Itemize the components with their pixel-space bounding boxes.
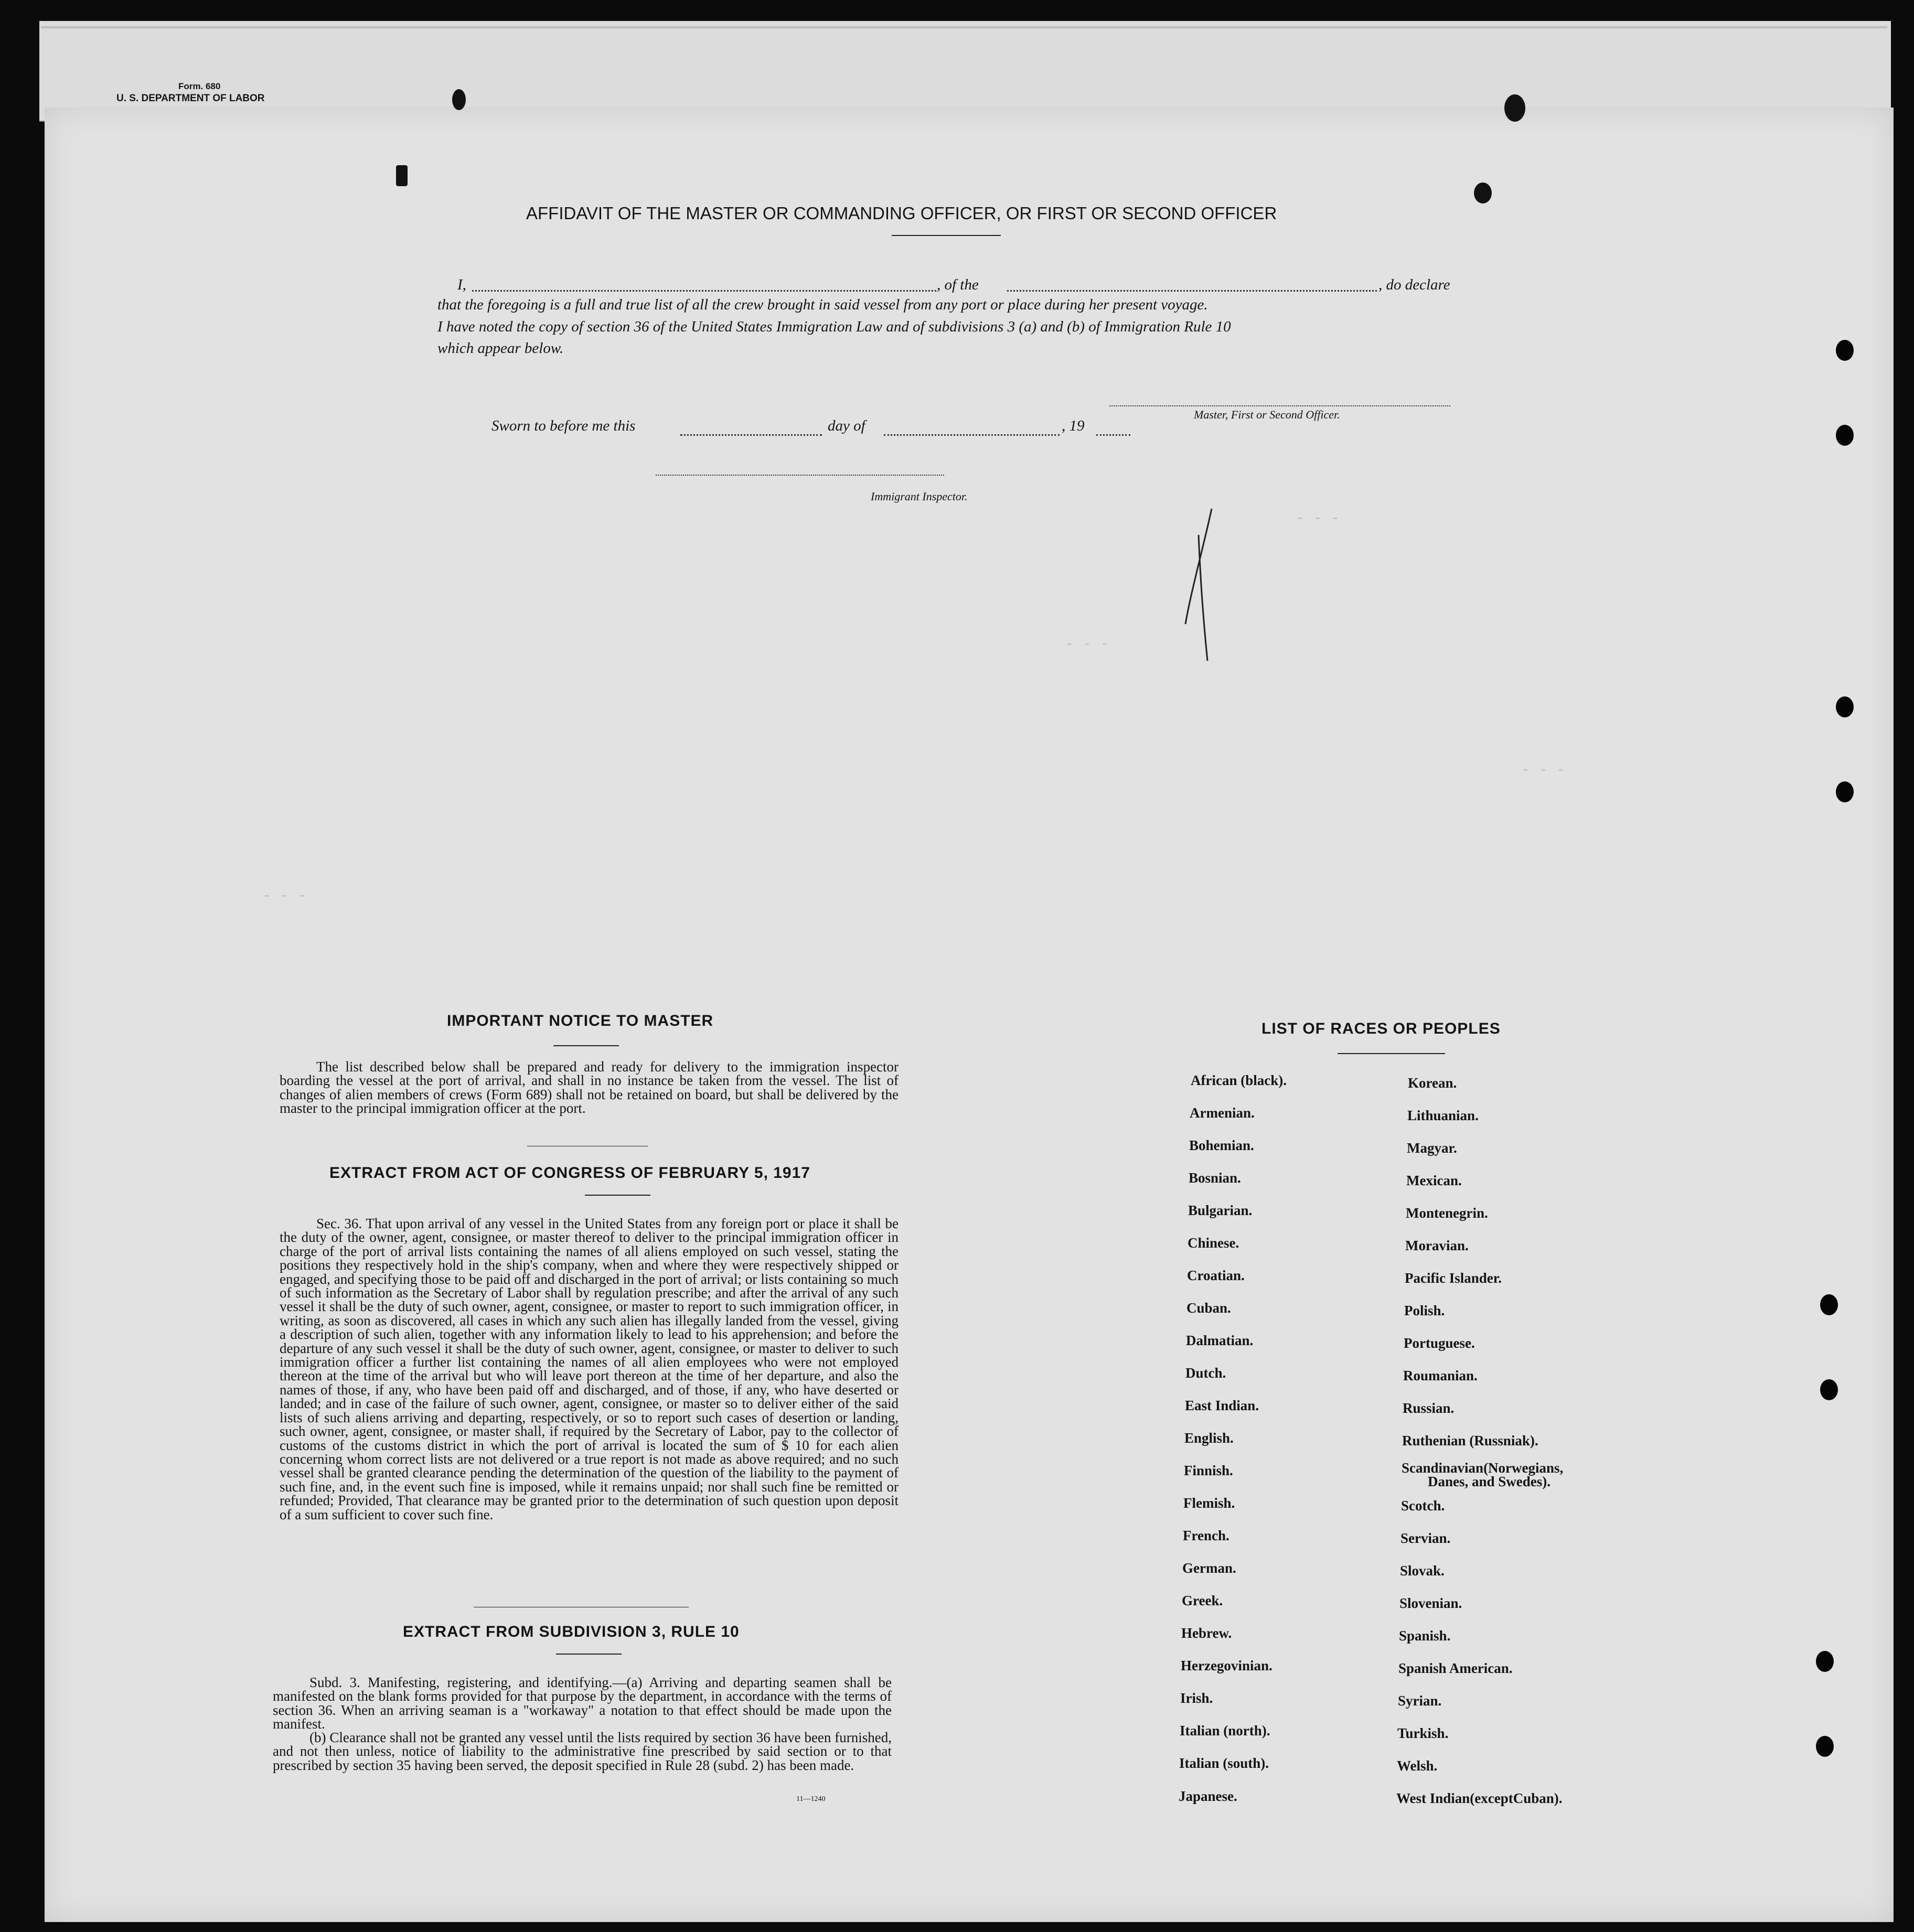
affidavit-declaration: that the foregoing is a full and true list of all the crew brought in said vessel from any port or place during her present voyage. xyxy=(437,296,1208,313)
day-of-label: day of xyxy=(828,417,865,434)
race-right-21: Syrian. xyxy=(1398,1693,1442,1709)
punch-hole xyxy=(1836,340,1854,361)
rule-extract-para-a: Subd. 3. Manifesting, registering, and identifying.—(a) Arriving and departing seamen shall be manifested on the blank forms provided for that purpose by the department, in accordance with the terms of section 36. When an arriving seaman is a "workaway" a notation to that effect should be made upon the manifest. xyxy=(273,1675,892,1732)
race-left-8: Cuban. xyxy=(1186,1300,1231,1316)
race-left-11: East Indian. xyxy=(1185,1398,1259,1413)
affidavit-title-rule xyxy=(892,235,1001,236)
print-code: 11—1240 xyxy=(796,1795,826,1803)
race-right-14: Danes, and Swedes). xyxy=(1428,1474,1551,1489)
race-left-16: German. xyxy=(1182,1560,1236,1576)
race-left-5: Bulgarian. xyxy=(1188,1203,1253,1218)
punch-hole xyxy=(1820,1294,1838,1315)
form-number: Form. 680 xyxy=(178,81,221,91)
race-left-12: English. xyxy=(1184,1430,1234,1446)
race-left-6: Chinese. xyxy=(1188,1235,1239,1251)
punch-hole xyxy=(1836,425,1854,446)
race-left-14: Flemish. xyxy=(1183,1495,1235,1511)
race-right-18: Slovenian. xyxy=(1399,1595,1462,1611)
affidavit-title: AFFIDAVIT OF THE MASTER OR COMMANDING OFFICER, OR FIRST OR SECOND OFFICER xyxy=(526,203,1277,223)
punch-hole xyxy=(1836,781,1854,802)
rule-extract-title: EXTRACT FROM SUBDIVISION 3, RULE 10 xyxy=(403,1623,740,1640)
race-right-22: Turkish. xyxy=(1397,1725,1449,1741)
sworn-month-field[interactable] xyxy=(884,434,1060,436)
affidavit-of-the: , of the xyxy=(937,276,979,293)
punch-hole xyxy=(1836,696,1854,717)
punch-hole xyxy=(1820,1379,1838,1400)
race-right-7: Pacific Islander. xyxy=(1405,1270,1502,1286)
sworn-label: Sworn to before me this xyxy=(491,417,636,434)
inspector-caption: Immigrant Inspector. xyxy=(871,490,968,503)
race-right-2: Lithuanian. xyxy=(1407,1108,1479,1123)
race-right-4: Mexican. xyxy=(1406,1173,1462,1188)
scan-smudge xyxy=(1474,183,1492,203)
race-left-9: Dalmatian. xyxy=(1186,1333,1254,1348)
back-sheet-edge xyxy=(41,26,1887,28)
bleed-through-mark: - - - xyxy=(1065,635,1109,652)
vessel-name-field[interactable] xyxy=(1007,290,1377,292)
handwritten-mark xyxy=(1175,503,1222,666)
notice-title-rule xyxy=(553,1045,619,1046)
act-extract-text: Sec. 36. That upon arrival of any vessel in the United States from any foreign port or place it shall be the duty of the owner, agent, consignee, or master thereof to deliver to the principal immigration officer in charge of the port of arrival lists containing the names of all aliens employed on such vessel, stating the positions they respectively hold in the ship's company, when and where they were respectively shipped or engaged, and specifying those to be paid off and discharged in the port of arrival; or lists containing so much of such information as the Secretary of Labor shall by regulation prescribe; and after the arrival of any such vessel it shall be the duty of such owner, agent, consignee, or master to report to such immigration officer, in writing, as soon as discovered, all cases in which any such alien has illegally landed from the vessel, giving a description of such alien, together with any information likely to lead to his apprehension; and before the departure of any such vessel it shall be the duty of such owner, agent, consignee, or master to deliver to such immigration officer a further list containing the names of all alien employees who were not employed thereon at the time of the arrival but who will leave port thereon at the time of her departure, and also the names of those, if any, who have been paid off and discharged, and of those, if any, who have deserted or landed; and in case of the failure of such owner, agent, consignee, or master so to deliver either of the said lists of such aliens arriving and departing, respectively, or so to report such cases of desertion or landing, such owner, agent, consignee, or master shall, if required by the Secretary of Labor, pay to the collector of customs of the customs district in which the port of arrival is located the sum of $ 10 for each alien concerning whom correct lists are not delivered or a true report is not made as above required; and no such vessel shall be granted clearance pending the determination of the question of the liability to the payment of such fine, and, in the event such fine is imposed, while it remains unpaid; nor shall such fine be remitted or refunded; Provided, That clearance may be granted prior to the determination of such question upon deposit of a sum sufficient to cover such fine. xyxy=(280,1216,899,1522)
race-left-10: Dutch. xyxy=(1185,1365,1226,1381)
affidavit-pronoun: I, xyxy=(457,276,466,293)
races-title: LIST OF RACES OR PEOPLES xyxy=(1261,1020,1501,1037)
race-right-17: Slovak. xyxy=(1400,1563,1445,1579)
race-left-15: French. xyxy=(1183,1528,1229,1543)
scan-smudge xyxy=(1504,94,1525,122)
inspector-signature-field[interactable] xyxy=(656,475,944,476)
race-right-24: West Indian(exceptCuban). xyxy=(1396,1790,1563,1806)
punch-hole xyxy=(1816,1736,1834,1757)
race-right-3: Magyar. xyxy=(1407,1140,1457,1156)
race-right-1: Korean. xyxy=(1408,1075,1457,1091)
sworn-year-field[interactable] xyxy=(1096,434,1130,436)
race-right-6: Moravian. xyxy=(1405,1238,1469,1253)
race-left-7: Croatian. xyxy=(1187,1268,1245,1283)
race-left-17: Greek. xyxy=(1182,1593,1223,1608)
race-left-4: Bosnian. xyxy=(1189,1170,1241,1186)
race-left-21: Italian (north). xyxy=(1180,1723,1270,1738)
race-left-23: Japanese. xyxy=(1179,1788,1237,1804)
year-label: , 19 xyxy=(1062,417,1085,434)
race-right-11: Russian. xyxy=(1403,1400,1455,1416)
bleed-through-mark: - - - xyxy=(262,886,307,904)
race-left-1: African (black). xyxy=(1191,1072,1287,1088)
rule-extract-rule xyxy=(556,1654,622,1655)
races-title-rule xyxy=(1338,1053,1445,1054)
act-extract-rule xyxy=(585,1195,650,1196)
race-right-15: Scotch. xyxy=(1401,1498,1445,1514)
bleed-through-mark: - - - xyxy=(1296,509,1340,526)
race-left-2: Armenian. xyxy=(1190,1105,1255,1121)
declarant-name-field[interactable] xyxy=(472,290,936,292)
affidavit-acknowledgement: I have noted the copy of section 36 of the United States Immigration Law and of subdivisions 3 (a) and (b) of Immigration Rule 10 xyxy=(437,318,1231,335)
affidavit-acknowledgement-end: which appear below. xyxy=(437,340,564,357)
race-right-9: Portuguese. xyxy=(1404,1335,1475,1351)
race-left-20: Irish. xyxy=(1180,1690,1213,1706)
race-left-22: Italian (south). xyxy=(1179,1755,1269,1771)
race-right-13: Scandinavian(Norwegians, xyxy=(1402,1460,1564,1476)
race-left-3: Bohemian. xyxy=(1189,1137,1254,1153)
race-left-18: Hebrew. xyxy=(1181,1625,1232,1641)
affidavit-do-declare: , do declare xyxy=(1378,276,1450,293)
master-signature-field[interactable] xyxy=(1109,405,1450,406)
race-right-12: Ruthenian (Russniak). xyxy=(1402,1433,1538,1448)
scan-smudge xyxy=(396,165,408,186)
sworn-day-field[interactable] xyxy=(680,434,822,436)
department-label: U. S. DEPARTMENT OF LABOR xyxy=(116,93,265,104)
race-right-16: Servian. xyxy=(1400,1530,1451,1546)
rule-extract-para-b: (b) Clearance shall not be granted any vessel until the lists required by section 36 have been furnished, and not then unless, notice of liability to the administrative fine prescribed by said section or to that prescribed by section 35 having been served, the deposit specified in Rule 28 (subd. 2) has been made. xyxy=(273,1730,892,1773)
back-sheet xyxy=(39,21,1891,122)
act-extract-title: EXTRACT FROM ACT OF CONGRESS OF FEBRUARY 5, 1917 xyxy=(329,1164,810,1182)
race-right-10: Roumanian. xyxy=(1403,1368,1478,1383)
punch-hole xyxy=(1816,1651,1834,1672)
race-right-19: Spanish. xyxy=(1399,1628,1451,1644)
race-right-8: Polish. xyxy=(1404,1303,1445,1318)
race-left-13: Finnish. xyxy=(1184,1463,1233,1478)
notice-title: IMPORTANT NOTICE TO MASTER xyxy=(447,1012,714,1029)
race-right-20: Spanish American. xyxy=(1398,1660,1513,1676)
manifest-sheet xyxy=(45,108,1894,1922)
race-right-23: Welsh. xyxy=(1397,1758,1438,1774)
race-right-5: Montenegrin. xyxy=(1406,1205,1488,1221)
signature-caption: Master, First or Second Officer. xyxy=(1194,408,1340,421)
scan-smudge xyxy=(452,89,466,110)
race-left-19: Herzegovinian. xyxy=(1181,1658,1273,1673)
notice-text: The list described below shall be prepared and ready for delivery to the immigration inspector boarding the vessel at the port of arrival, and shall in no instance be taken from the vessel. The list of changes of alien members of crews (Form 689) shall not be retained on board, but shall be delivered by the master to the principal immigration officer at the port. xyxy=(280,1059,899,1117)
bleed-through-mark: - - - xyxy=(1521,760,1566,778)
